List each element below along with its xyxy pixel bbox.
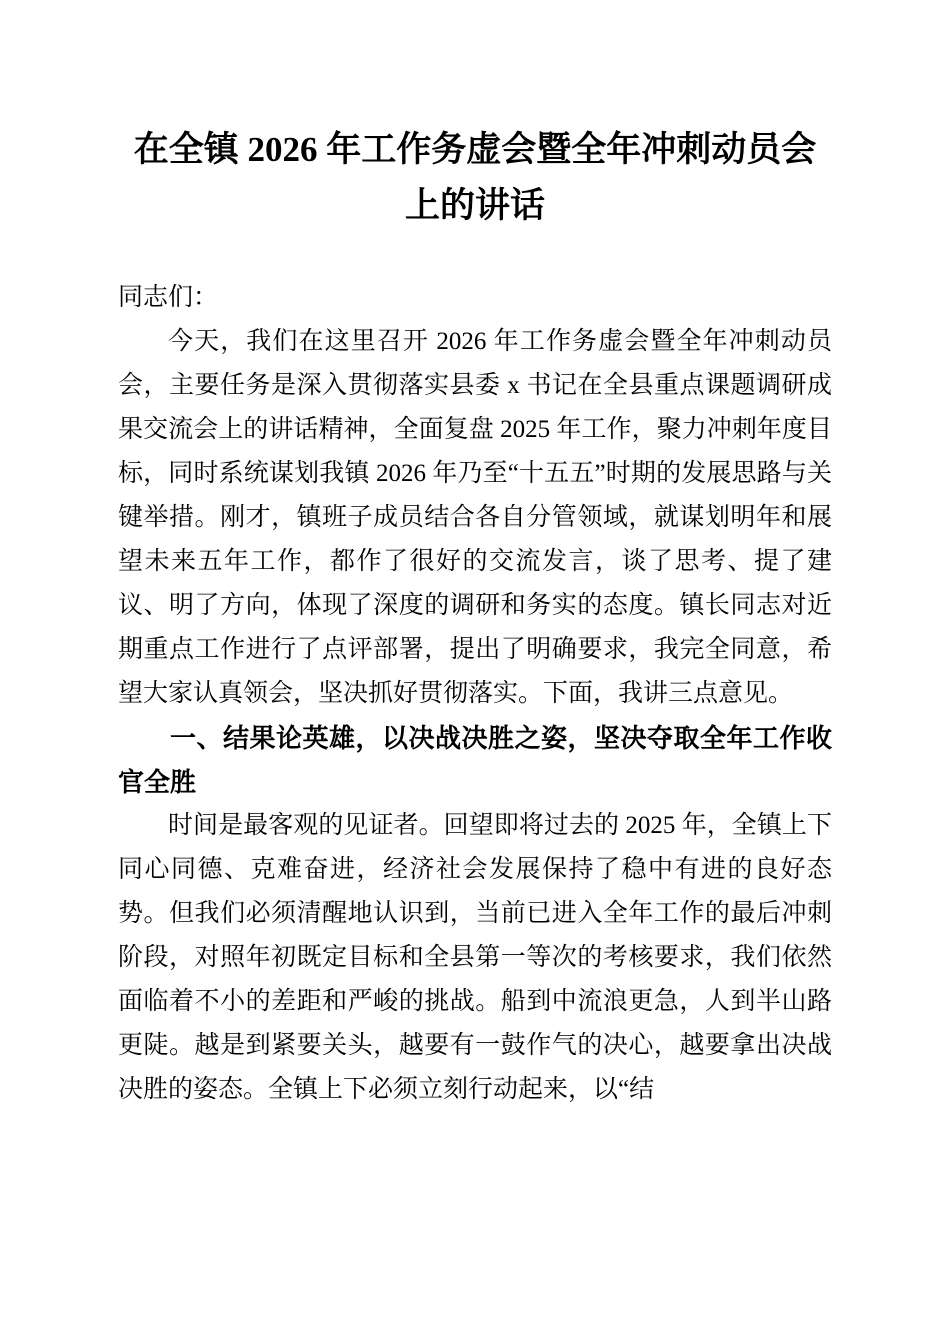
document-title: 在全镇 2026 年工作务虚会暨全年冲刺动员会上的讲话 xyxy=(133,130,817,225)
opening-paragraph: 今天，我们在这里召开 2026 年工作务虚会暨全年冲刺动员会，主要任务是深入贯彻落实县委 x 书记在全县重点课题调研成果交流会上的讲话精神，全面复盘 2025 年工作，聚力冲刺年度目标，同时系统谋划我镇 2026 年乃至“十五五”时期的发展思路与关键举措。刚才，镇班子成员结合各自分管领域，就谋划明年和展望未来五年工作，都作了很好的交流发言，谈了思考、提了建议、明了方向，体现了深度的调研和务实的态度。镇长同志对近期重点工作进行了点评部署，提出了明确要求，我完全同意，希望大家认真领会，坚决抓好贯彻落实。下面，我讲三点意见。 xyxy=(118,328,832,707)
salutation: 同志们： xyxy=(118,284,219,311)
section-1-heading: 一、结果论英雄，以决战决胜之姿，坚决夺取全年工作收官全胜 xyxy=(118,723,832,797)
section-1-paragraph: 时间是最客观的见证者。回望即将过去的 2025 年，全镇上下同心同德、克难奋进，经济社会发展保持了稳中有进的良好态势。但我们必须清醒地认识到，当前已进入全年工作的最后冲刺阶段，对照年初既定目标和全县第一等次的考核要求，我们依然面临着不小的差距和严峻的挑战。船到中流浪更急，人到半山路更陡。越是到紧要关头，越要有一鼓作气的决心，越要拿出决战决胜的姿态。全镇上下必须立刻行动起来，以“结 xyxy=(118,812,832,1103)
